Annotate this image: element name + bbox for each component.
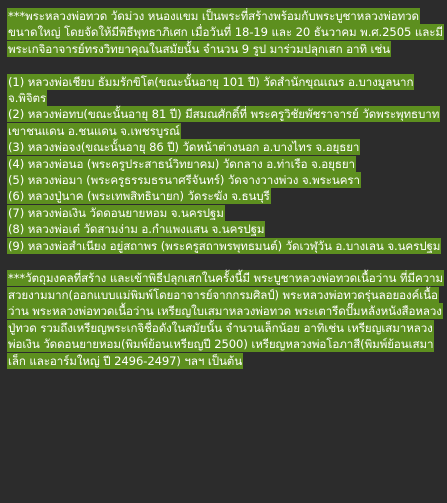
closing-paragraph xyxy=(7,270,443,368)
monk-item-1: (1) หลวงพ่อเชียบ ธัมมรักขิโต(ขณะนั้นอายุ 101 ปี) วัดสำนักขุณเณร อ.บางมูลนาก จ.พิจิตร xyxy=(8,74,414,106)
closing-text: ***วัตถุมงคลที่สร้าง และเข้าพิธีปลุกเสกในครั้งนี้มี พระบูชาหลวงพ่อทวดเนื้อว่าน ที่มีความสวยงามมาก(ออกแบบแม่พิมพ์โดยอาจารย์จากกรมศิลป์) พระหลวงพ่อทวดรุ่นลอยองค์เนื้อว่าน พระหลวงพ่อทวดเนื้อว่าน เหรียญใบเสมาหลวงพ่อทวด พระเตารีดปั๊มหลังหนังสือหลวงปู่ทวด รวมถึงเหรียญพระเกจิชื่อดังในสมัยนั้น จำนวนเล็กน้อย อาทิเช่น เหรียญเสมาหลวงพ่อเงิน วัดดอนยายหอม(พิมพ์ย้อนเหรียญปี 2500) เหรียญหลวงพ่อโอภาสี(พิมพ์ย้อนเสมาเล็ก และอาร์มใหญ่ ปี 2496-2497) ฯลฯ เป็นต้น xyxy=(8,271,443,368)
monk-item-7: (7) หลวงพ่อเงิน วัดดอนยายหอม จ.นครปฐม xyxy=(8,205,224,220)
post-body xyxy=(7,8,443,369)
monk-item-8: (8) หลวงพ่อเต๋ วัดสามง่าม อ.กำแพงแสน จ.นครปฐม xyxy=(8,222,265,237)
monk-item-5: (5) หลวงพ่อมา (พระครูธรรมธรนาศรีจันทร์) วัดจางวางพ่วง จ.พระนครา xyxy=(8,173,360,188)
monk-item-9: (9) หลวงพ่อสำเนียง อยู่สถาพร (พระครูสถาพรพุทธมนต์) วัดเวฬุวัน อ.บางเลน จ.นครปฐม xyxy=(8,238,441,253)
intro-paragraph xyxy=(7,8,443,57)
monk-item-2: (2) หลวงพ่อทบ(ขณะนั้นอายุ 81 ปี) มีสมณศักดิ์ที่ พระครูวิชัยพัชราจารย์ วัดพระพุทธบาทเขาชนแดน อ.ชนแดน จ.เพชรบูรณ์ xyxy=(8,107,440,138)
intro-text: ***พระหลวงพ่อทวด วัดม่วง หนองแขม เป็นพระที่สร้างพร้อมกับพระบูชาหลวงพ่อทวดขนาดใหญ่ โดยจัดให้มีพิธีพุทธาภิเศก เมื่อวันที่ 18-19 และ 20 ธันวาคม พ.ศ.2505 และมีพระเกจิอาจารย์ทรงวิทยาคุณในสมัยนั้น จำนวน 9 รูป มาร่วมปลุกเสก อาทิ เช่น xyxy=(8,9,443,56)
monk-item-4: (4) หลวงพ่อนอ (พระครูประสาธน์วิทยาคม) วัดกลาง อ.ท่าเรือ จ.อยุธยา xyxy=(8,156,355,171)
monk-list xyxy=(7,74,443,254)
monk-item-6: (6) หลวงปู่นาค (พระเทพสิทธินายก) วัดระฆัง จ.ธนบุรี xyxy=(8,189,270,204)
monk-item-3: (3) หลวงพ่อจง(ขณะนั้นอายุ 86 ปี) วัดหน้าต่างนอก อ.บางไทร จ.อยุธยา xyxy=(8,140,360,155)
